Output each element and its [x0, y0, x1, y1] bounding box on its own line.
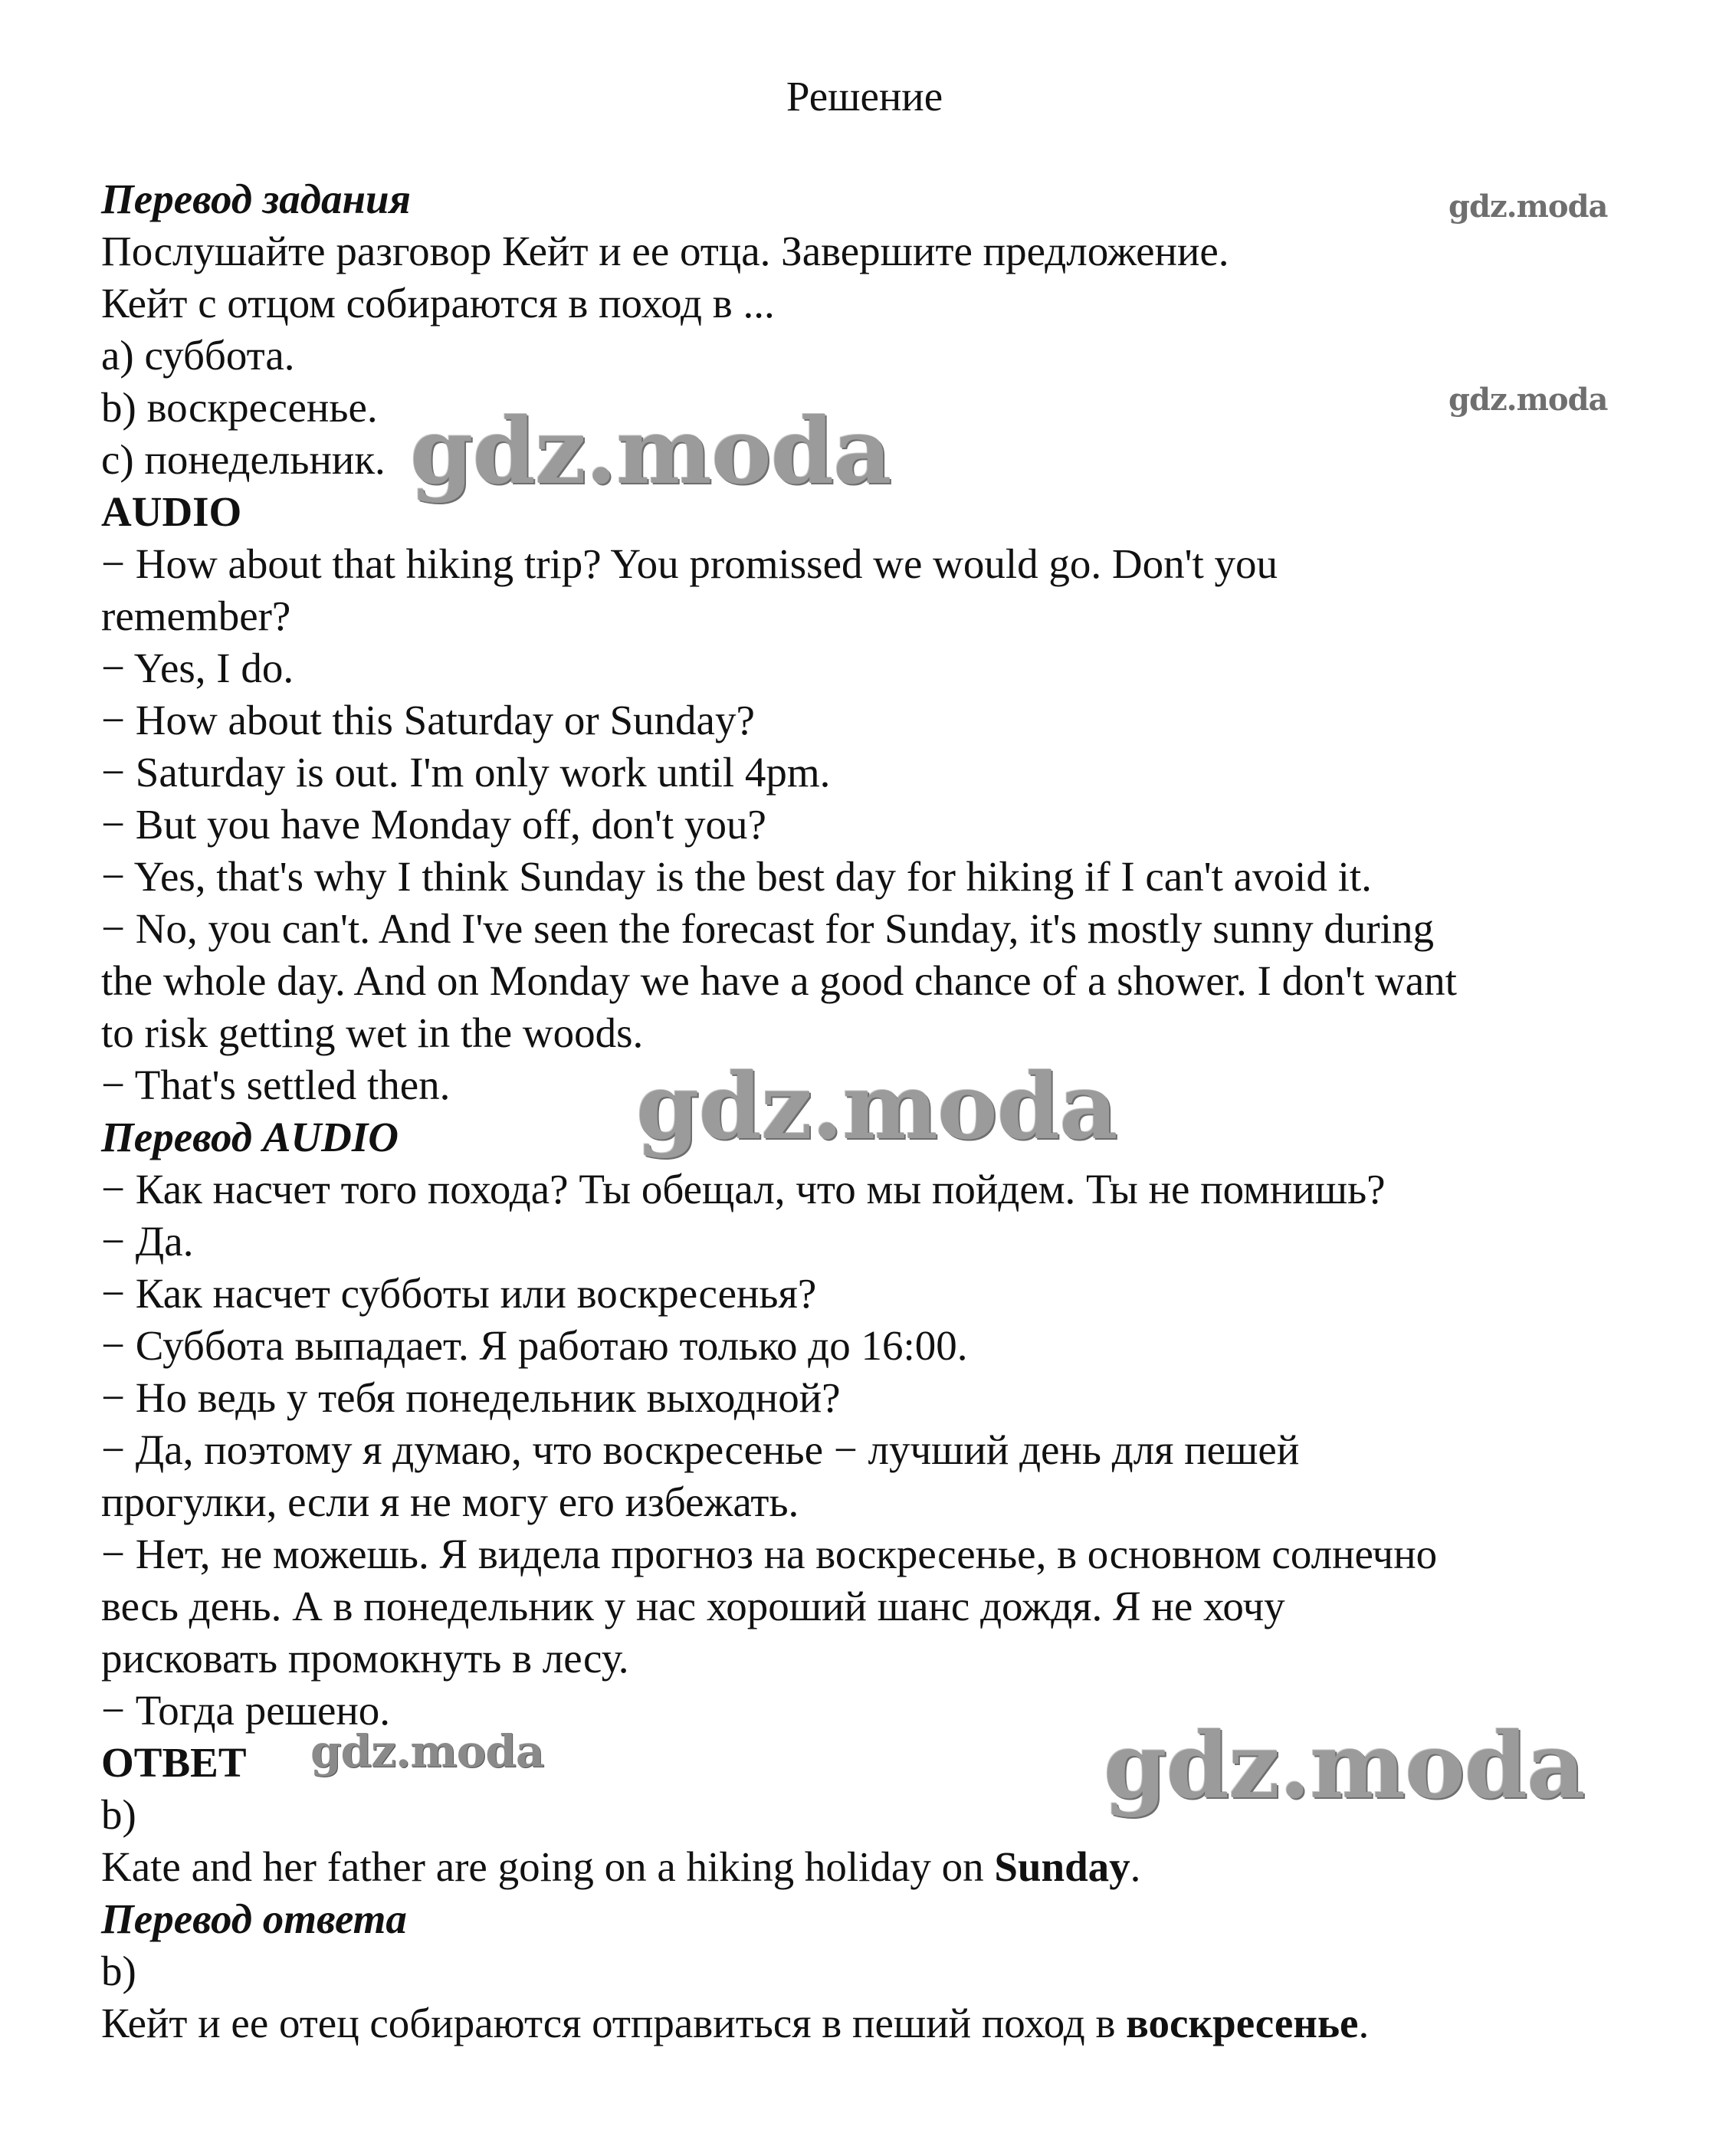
- answer-option: b): [101, 1791, 136, 1838]
- watermark-logo: gdz.moda: [1104, 1712, 1585, 1819]
- answer-sentence-suffix: .: [1130, 1843, 1141, 1890]
- audio-line: − Yes, I do.: [101, 645, 294, 691]
- audio-line: − Yes, that's why I think Sunday is the best day for hiking if I can't avoid it.: [101, 853, 1372, 900]
- answer-translation-heading: Перевод ответа: [101, 1895, 407, 1942]
- watermark-logo: gdz.moda: [410, 398, 891, 504]
- audio-line: − But you have Monday off, don't you?: [101, 801, 766, 848]
- answer-translation-prefix: Кейт и ее отец собираются отправиться в пеший поход в: [101, 2000, 1127, 2046]
- task-prompt: Кейт с отцом собираются в поход в ...: [101, 280, 775, 327]
- audio-translation-line: − Нет, не можешь. Я видела прогноз на воскресенье, в основном солнечно: [101, 1531, 1438, 1577]
- audio-translation-line: − Как насчет субботы или воскресенья?: [101, 1270, 817, 1317]
- audio-translation-line: − Да, поэтому я думаю, что воскресенье − лучший день для пешей: [101, 1426, 1300, 1473]
- audio-translation-line: весь день. А в понедельник у нас хороший шанс дождя. Я не хочу: [101, 1583, 1285, 1629]
- audio-line: remember?: [101, 592, 291, 639]
- audio-line: − No, you can't. And I've seen the forecast for Sunday, it's mostly sunny during: [101, 905, 1434, 952]
- answer-heading: ОТВЕТ: [101, 1739, 247, 1786]
- audio-translation-line: − Да.: [101, 1218, 194, 1265]
- watermark-logo: gdz.moda: [1448, 382, 1608, 418]
- answer-sentence-bold: Sunday: [994, 1843, 1130, 1890]
- answer-sentence: [101, 1841, 1140, 1893]
- answer-translation-suffix: .: [1358, 2000, 1370, 2046]
- option-b: b) воскресенье.: [101, 384, 378, 431]
- audio-line: − How about this Saturday or Sunday?: [101, 697, 755, 743]
- task-translation-heading: Перевод задания: [101, 176, 411, 222]
- audio-translation-line: − Но ведь у тебя понедельник выходной?: [101, 1374, 841, 1421]
- audio-translation-heading: Перевод AUDIO: [101, 1114, 399, 1160]
- option-a: a) суббота.: [101, 332, 295, 379]
- option-c: c) понедельник.: [101, 436, 385, 483]
- audio-line: to risk getting wet in the woods.: [101, 1009, 644, 1056]
- audio-line: the whole day. And on Monday we have a good chance of a shower. I don't want: [101, 957, 1457, 1004]
- audio-translation-line: прогулки, если я не могу его избежать.: [101, 1478, 799, 1525]
- answer-translation-option: b): [101, 1948, 136, 1994]
- audio-translation-line: рисковать промокнуть в лесу.: [101, 1635, 629, 1682]
- answer-sentence-prefix: Kate and her father are going on a hiking holiday on: [101, 1843, 995, 1890]
- watermark-logo: gdz.moda: [1448, 189, 1608, 225]
- audio-heading: AUDIO: [101, 488, 242, 535]
- watermark-logo: gdz.moda: [636, 1053, 1117, 1160]
- audio-translation-line: − Как насчет того похода? Ты обещал, что мы пойдем. Ты не помнишь?: [101, 1166, 1386, 1213]
- audio-translation-line: − Тогда решено.: [101, 1687, 391, 1734]
- audio-line: − Saturday is out. I'm only work until 4pm.: [101, 749, 831, 796]
- answer-translation-bold: воскресенье: [1126, 2000, 1359, 2046]
- watermark-logo: gdz.moda: [310, 1725, 544, 1777]
- page-title: Решение: [786, 73, 943, 120]
- audio-translation-line: − Суббота выпадает. Я работаю только до 16:00.: [101, 1322, 968, 1369]
- answer-translation-sentence: [101, 1997, 1369, 2049]
- audio-line: − That's settled then.: [101, 1062, 451, 1108]
- audio-line: − How about that hiking trip? You promissed we would go. Don't you: [101, 540, 1278, 587]
- task-instruction: Послушайте разговор Кейт и ее отца. Завершите предложение.: [101, 228, 1229, 274]
